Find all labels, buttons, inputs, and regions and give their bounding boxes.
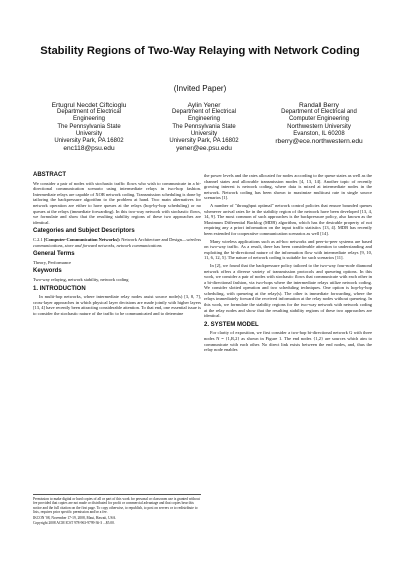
author-affil-line: Engineering [187, 116, 221, 123]
author-affil-line: Department of Electrical [171, 109, 237, 116]
categories-heading: Categories and Subject Descriptors [33, 228, 135, 235]
footnote-copyright: Copyright 2008 ACM ICST 978-963-9799-36-3 ...$5.00. [33, 521, 115, 526]
author-affil-line: Department of Electrical and [281, 109, 357, 116]
author-affil-line: Engineering [72, 116, 106, 123]
categories-italic: wireless communications, store and forward networks, network communications [33, 236, 202, 248]
author-name: Ertugrul Necdet Ciftcioglu [51, 102, 127, 109]
permission-footnote [33, 494, 201, 526]
author-affil-line: University [190, 130, 218, 137]
paper-title: Stability Regions of Two-Way Relaying with Network Coding [40, 45, 360, 57]
introduction-paragraph: In multi-hop networks, where intermediate relay nodes assist source node(s) [3, 8, 7], cross-layer approaches in which physical layer decisions are made jointly with higher layers [13, 4] have recently been attracting considerable attention. To that end, one essential issue is to consider the stochastic nature of the traffic to be communicated and to determine [33, 294, 201, 316]
body-paragraph: the power levels and the rates allocated for nodes according to the queue states as well as the channel states and allowable transmission modes [4, 13, 14]. Another topic of recently growing interest is network coding, where data is mixed at intermediate nodes in the network. Network coding has been shown to maximize multicast rate in single source scenarios [1]. [204, 173, 372, 201]
categories-text [33, 237, 201, 248]
categories-bold: [Computer-Communication Networks]: [43, 236, 121, 242]
abstract-heading: ABSTRACT [33, 172, 66, 178]
footnote-conference: IKCON '08, November 17-19, 2008, Maui, Hawaii, USA. [33, 515, 117, 520]
abstract-text: We consider a pair of nodes with stochastic traffic flows who wish to communicate in a bi-directional communication scenario using intermediate relays in two-hop fashion. Intermediate relays are capable of XOR network coding. Transmission scheduling is done by tailoring the backpressure algorithm to the problem at hand. Two main alternatives for network operation are either to have queues at the relays (hop-by-hop scheduling) or no queues at the relays (immediate forwarding). In this two-way network with stochastic flows, we formulate and show that the resulting stability regions of these two approaches are identical. [33, 180, 201, 225]
author-2 [149, 102, 259, 152]
right-column [204, 173, 372, 355]
body-paragraph: For clarity of exposition, we first consider a two-hop bi-directional network G with three nodes N = {1,R,2} as shown in Figure 1. The end nodes {1,2} are sources which aim to communicate with each other. No direct link exists between the end nodes, and, thus the relay node enables [204, 330, 372, 353]
author-affil-line: The Pennsylvania State [57, 123, 121, 130]
general-terms-heading: General Terms [33, 251, 75, 258]
author-name: Aylin Yener [187, 102, 221, 109]
author-email: yener@ee.psu.edu [176, 145, 232, 153]
introduction-heading: 1. INTRODUCTION [33, 285, 86, 292]
categories-code: C.2.1 [33, 236, 43, 242]
author-name: Randall Berry [299, 102, 339, 109]
author-affil-line: University Park, PA 16802 [54, 138, 124, 145]
body-paragraph: A number of "throughput optimal" network control policies that ensure bounded queues whenever arrival rates lie in the stability region of the network have been developed [13, 4, 14, 9]. The most common of such approaches is the backpressure policy, also known as the Maximum Differential Backlog (MDB) algorithm, which has the desirable property of not requiring any a priori information on the input traffic statistics [13, 4]. MDB has recently been extended for cooperative communication scenarios as well [14]. [204, 202, 372, 236]
body-paragraph: Many wireless applications such as ad-hoc networks and peer-to-peer systems are based on two-way traffic. As a result, there has been considerable attention to understanding and exploiting the bi-directional nature of the information flow with intermediate relays [9, 10, 11, 6, 12, 5]. The nature of network coding is suitable for such scenarios [11]. [204, 238, 372, 261]
author-affil-line: Northwestern University [287, 123, 351, 130]
author-affil-line: Department of Electrical [56, 109, 122, 116]
author-3 [264, 102, 374, 152]
footnote-permission: Permission to make digital or hard copies of all or part of this work for personal or classroom use is granted without fee provided that copies are not made or distributed for profit or commercial advantage and that copies bear this notice and the full citation on the first page. To copy otherwise, to republish, to post on servers or to redistribute to lists, requires prior specific permission and/or a fee. [33, 497, 200, 515]
system-model-heading: 2. SYSTEM MODEL [204, 321, 259, 328]
author-affil-line: University Park, PA 16802 [169, 138, 239, 145]
keywords-heading: Keywords [33, 268, 62, 275]
author-email: enc118@psu.edu [63, 145, 115, 153]
paper-subtitle: (Invited Paper) [173, 84, 227, 93]
author-affil-line: Computer Engineering [288, 116, 350, 123]
author-affil-line: Evanston, IL 60208 [293, 130, 345, 137]
categories-rest: Network Architecture and Design— [121, 236, 187, 242]
author-email: rberry@ece.northwestern.edu [275, 138, 363, 146]
keywords-text: Two-way relaying, network stability, network coding [33, 276, 129, 282]
author-block [34, 102, 374, 152]
author-1 [34, 102, 144, 152]
left-column [33, 173, 201, 318]
author-affil-line: University [75, 130, 103, 137]
body-paragraph: In [2], we found that the backpressure policy tailored to the two-way four-node diamond network offers a diverse variety of transmission protocols and queueing options. In this work, we consider a pair of nodes with stochastic flows that communicate with each other in a bi-directional fashion, via two-hops where the intermediate relays utilize network coding. We consider slotted operation and two scheduling techniques. One option is hop-by-hop scheduling, with queueing at the relay(s). The other is immediate forwarding, where the relays immediately forward the received information at the relay nodes without queueing. In this work, we formulate the stability regions for the two-way network with network coding at the relay nodes and show that the resulting stability regions of these two approaches are identical. [204, 262, 372, 319]
general-terms-text: Theory, Performance [33, 259, 71, 265]
author-affil-line: The Pennsylvania State [172, 123, 236, 130]
